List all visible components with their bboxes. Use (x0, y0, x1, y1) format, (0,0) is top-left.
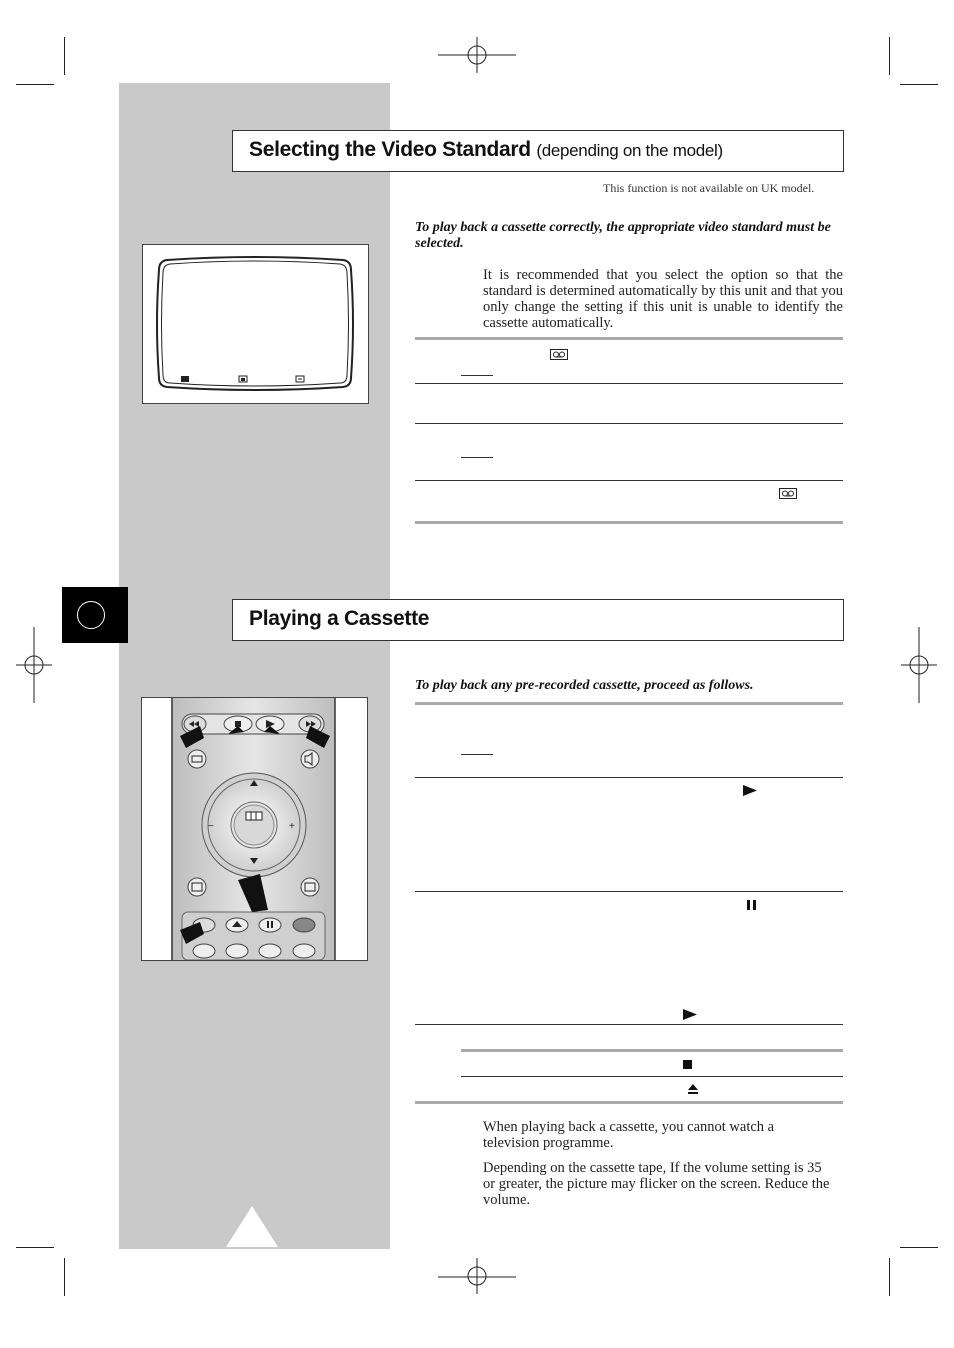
vcr-cassette-icon (779, 488, 797, 499)
divider (415, 383, 843, 384)
note-text: Depending on the cassette tape, If the volume setting is 35 or greater, the picture may flicker on the screen. Reduce the volume. (483, 1160, 830, 1208)
pause-icon (747, 900, 756, 910)
section-title: Playing a Cassette (249, 607, 430, 630)
intro-text: To play back a cassette correctly, the appropriate video standard must be selected. (415, 220, 831, 251)
crop-mark (889, 1258, 890, 1296)
divider (461, 1049, 843, 1052)
crop-mark (889, 37, 890, 75)
availability-note: This function is not available on UK model. (603, 181, 815, 195)
crop-mark (16, 84, 54, 85)
divider (461, 1076, 843, 1077)
registration-line (918, 627, 920, 703)
section-title-box-playing-cassette (232, 599, 844, 641)
step-underline (461, 375, 493, 376)
divider (415, 423, 843, 424)
section-subtitle: (depending on the model) (536, 141, 723, 160)
chapter-tab-circle (77, 601, 105, 629)
play-icon (683, 1009, 697, 1020)
registration-line (33, 627, 35, 703)
intro-text: To play back any pre-recorded cassette, proceed as follows. (415, 678, 754, 693)
crop-mark (64, 37, 65, 75)
chapter-tab (62, 587, 128, 643)
eject-icon (688, 1084, 698, 1095)
section-title (249, 138, 723, 162)
svg-text:+: + (289, 821, 295, 832)
tv-screen-icon (143, 245, 368, 403)
divider (415, 480, 843, 481)
recommendation-text: It is recommended that you select the option so that the standard is determined automatically by this unit and that you only change the setting if this unit is unable to identify the cassette automatically. (483, 267, 843, 331)
divider (415, 777, 843, 778)
crop-mark (64, 1258, 65, 1296)
registration-line (438, 1276, 516, 1278)
divider (415, 1101, 843, 1104)
svg-text:−: − (208, 821, 214, 832)
step-underline (461, 457, 493, 458)
page-number-triangle (226, 1206, 278, 1247)
divider (415, 337, 843, 340)
registration-line (438, 54, 516, 56)
step-underline (461, 754, 493, 755)
note-text: When playing back a cassette, you cannot watch a television programme. (483, 1119, 775, 1151)
section-title-box-video-standard (232, 130, 844, 172)
remote-control-illustration (141, 697, 368, 961)
divider (415, 521, 843, 524)
crop-mark (900, 84, 938, 85)
tv-screen-illustration (142, 244, 369, 404)
section-title-text: Selecting the Video Standard (249, 138, 531, 161)
play-icon (743, 785, 757, 796)
divider (415, 1024, 843, 1025)
crop-mark (16, 1247, 54, 1248)
remote-control-icon (142, 698, 367, 960)
divider (415, 891, 843, 892)
divider (415, 702, 843, 705)
vcr-cassette-icon (550, 349, 568, 360)
crop-mark (900, 1247, 938, 1248)
stop-icon (683, 1060, 692, 1069)
